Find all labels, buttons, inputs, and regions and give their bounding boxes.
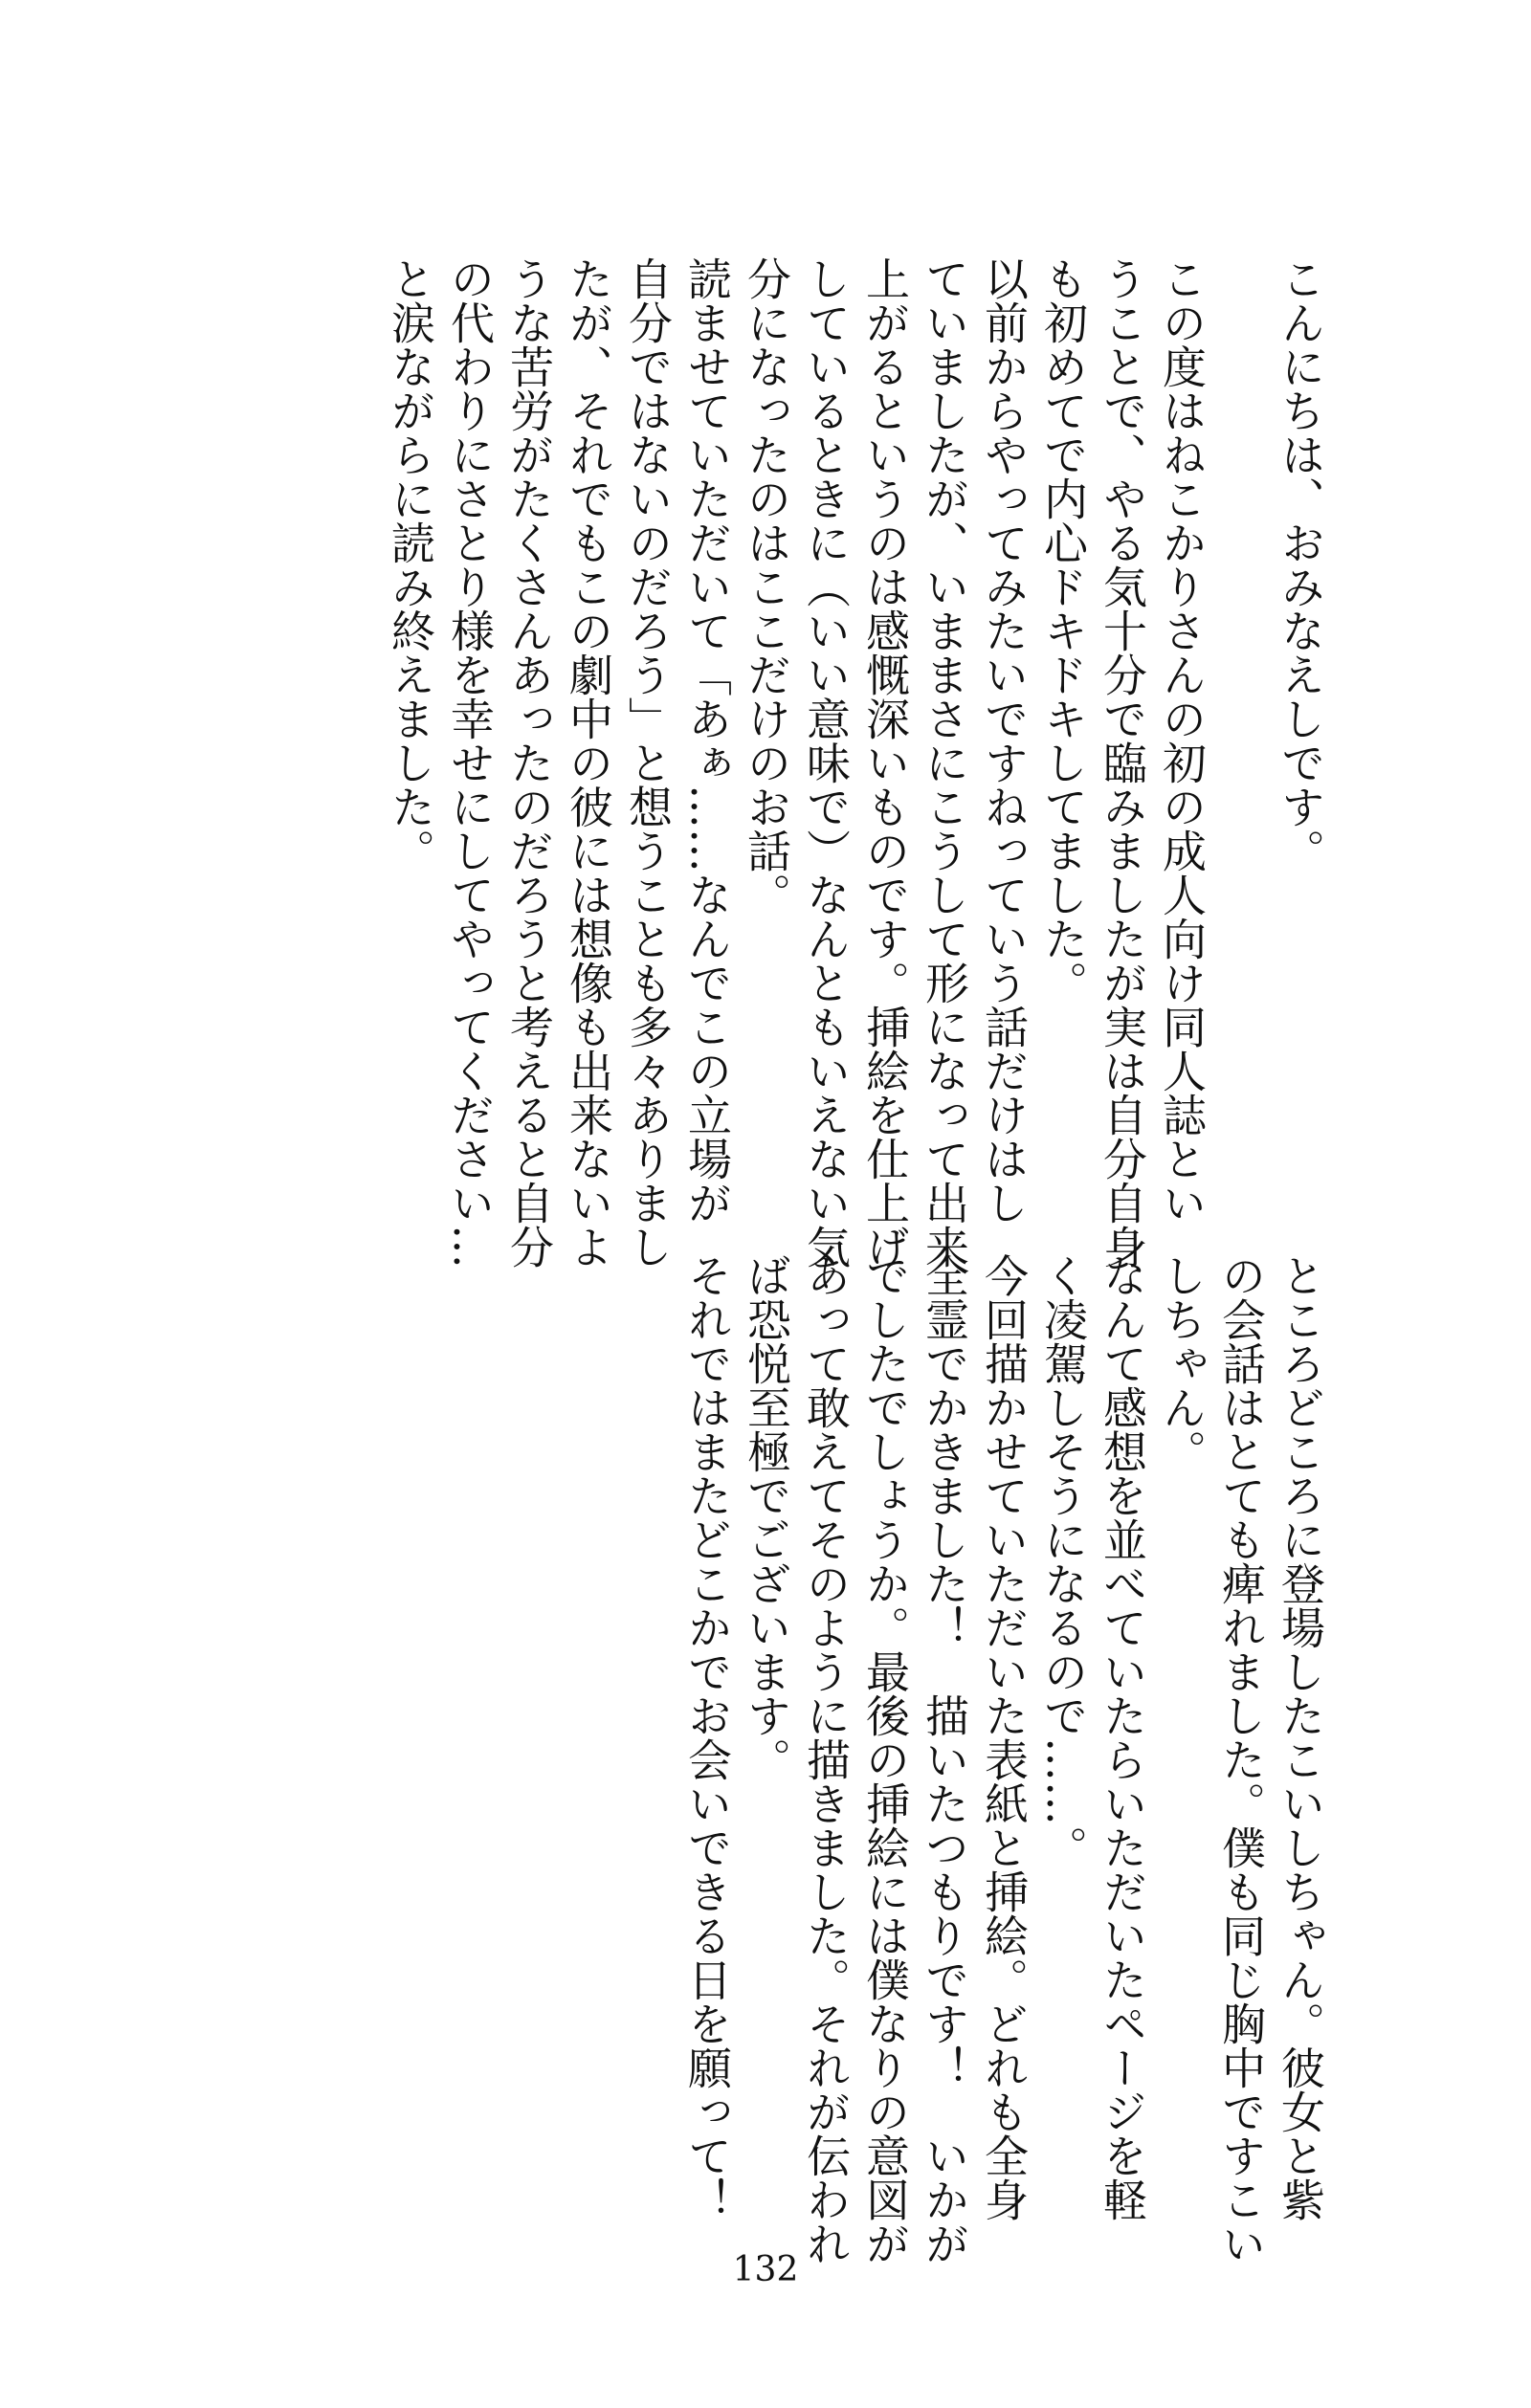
text-line: 分になったのはここだけのお話。 — [741, 256, 792, 917]
text-line: うな苦労がたくさんあったのだろうと考えると自分 — [503, 256, 555, 1269]
text-line: ところどころに登場したこいしちゃん。彼女と紫 — [1275, 1253, 1326, 2221]
text-line: 上がるというのは感慨深いものです。挿絵を仕上げ — [859, 256, 911, 1269]
text-line: それではまたどこかでお会いできる日を願って！ — [681, 1253, 733, 2221]
text-line: こんにちは、おみなえしです。 — [1275, 256, 1326, 873]
afterword-text-top — [381, 256, 1330, 1269]
text-line: なんて感想を並べていたらいただいたページを軽 — [1097, 1253, 1148, 2221]
text-line: と涙ながらに読み終えました。 — [385, 256, 436, 873]
afterword-text-bottom — [677, 1253, 1330, 2265]
text-line: 読ませていただいて「あぁ……なんでこの立場が — [681, 256, 733, 1225]
text-line: たが、それでもこの劇中の彼には想像も出来ないよ — [563, 256, 614, 1269]
text-line: の会話はとても痺れました。僕も同じ胸中ですこい — [1215, 1253, 1267, 2265]
text-line: この度はねこかりさんの初の成人向け同人誌とい — [1156, 256, 1208, 1225]
text-line: 以前からやってみたいですねっていう話だけはし — [978, 256, 1030, 1225]
text-line: の代わりにさとり様を幸せにしてやってください… — [444, 256, 496, 1269]
text-line: しているときに（いい意味で）なんともいえない気 — [800, 256, 852, 1269]
text-line: 今回描かせていただいた表紙と挿絵。どれも全身 — [978, 1253, 1030, 2221]
text-line: ば恐悦至極でございます。 — [741, 1253, 792, 1781]
text-line: ていましたが、いままさにこうして形になって出来 — [919, 256, 970, 1269]
text-line: あって敢えてそのように描きました。それが伝われ — [800, 1253, 852, 2265]
text-line: うことで、やる気十分で臨みましたが実は自分自身 — [1097, 256, 1148, 1269]
text-line — [1211, 256, 1271, 1117]
text-line: でしたでしょうか。最後の挿絵には僕なりの意図が — [859, 1253, 911, 2265]
page-number: 132 — [732, 2250, 799, 2289]
text-line: く凌駕しそうになるので……。 — [1037, 1253, 1089, 1869]
text-line: も初めてで内心ドキドキしてました。 — [1037, 256, 1089, 1005]
text-line: 自分ではないのだろう」と想うことも多々ありまし — [622, 256, 674, 1269]
text-line: しちゃん。 — [1156, 1253, 1208, 1473]
text-line: 全霊でかきました！ 描いたつもりです！ いかが — [919, 1253, 970, 2265]
